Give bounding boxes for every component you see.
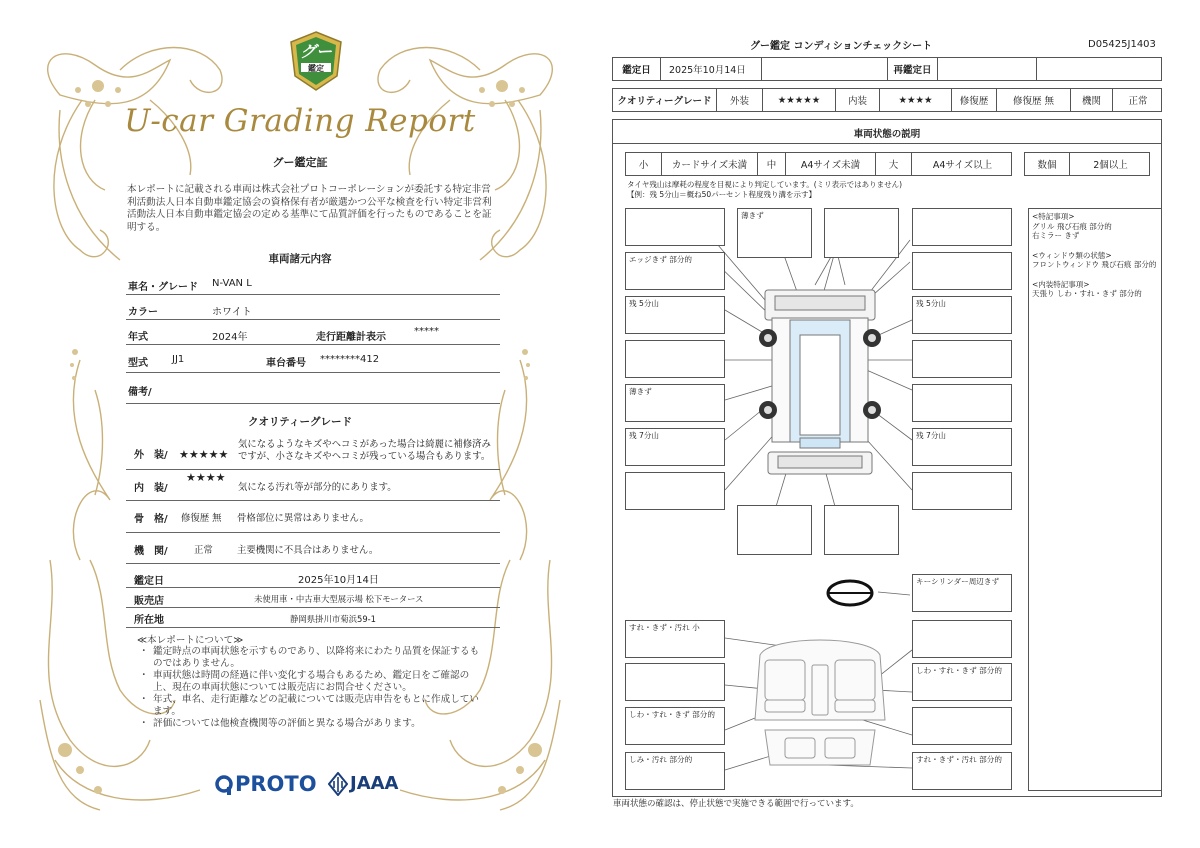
- grade-value-frame: 修復歴 無: [181, 513, 222, 524]
- damage-box-left-3: [625, 296, 725, 334]
- grade-label-exterior: 外 装/: [134, 450, 168, 461]
- spec-value-color: ホワイト: [212, 307, 252, 318]
- damage-text: 残 5分山: [629, 299, 660, 308]
- damage-text: 薄きず: [629, 387, 652, 396]
- info-value-shop: 未使用車・中古車大型展示場 松下モータース: [254, 594, 424, 604]
- feature-heading-interior: <内装特記事項>: [1032, 279, 1090, 289]
- damage-text: しわ・すれ・きず 部分的: [916, 666, 1002, 675]
- certificate-title: グー鑑定証: [272, 156, 328, 169]
- damage-box-right-1: [912, 208, 1012, 246]
- damage-text: すれ・きず・汚れ 部分的: [916, 755, 1002, 764]
- spec-label-model: 型式: [128, 358, 148, 369]
- date-value: 2025年10月14日: [661, 58, 762, 80]
- feature-line: グリル 飛び石痕 部分的: [1032, 221, 1112, 231]
- date-label: 鑑定日: [613, 58, 661, 80]
- grade-text-frame: 骨格部位に異常はありません。: [237, 513, 369, 524]
- feature-heading-special: <特記事項>: [1032, 212, 1075, 221]
- feature-line: フロントウィンドウ 飛び石痕 部分的: [1032, 260, 1157, 269]
- interior-box-right-2: [912, 663, 1012, 701]
- damage-box-bottom-center-left: [737, 505, 812, 555]
- grade-row-interior: [126, 471, 500, 501]
- legend-mid-desc: A4サイズ未満: [786, 153, 876, 175]
- info-row-shop: [126, 589, 500, 608]
- logo-sub: 鑑定: [308, 64, 324, 73]
- damage-text: 残 7分山: [629, 431, 660, 440]
- spec-row-name: [126, 271, 500, 295]
- grade-stars-exterior: ★★★★★: [179, 448, 229, 461]
- grade-label-interior: 内 装/: [134, 483, 168, 494]
- info-row-address: [126, 609, 500, 628]
- interior-box-left-1: [625, 620, 725, 658]
- tire-note-line-1: タイヤ残山は摩耗の程度を目視により判定しています。(ミリ表示ではありません): [627, 180, 903, 189]
- spec-value-year: 2024年: [212, 332, 248, 343]
- legend-count-desc: 2個以上: [1093, 160, 1128, 171]
- redate-label: 再鑑定日: [888, 58, 938, 80]
- spec-row-model: [126, 346, 500, 373]
- repair-value: 修復歴 無: [997, 89, 1071, 111]
- spec-label-mileage: 走行距離計表示: [316, 332, 386, 343]
- condition-check-sheet: [600, 0, 1200, 848]
- damage-box-left-4: [625, 340, 725, 378]
- legend-small-desc: カードサイズ未満: [662, 153, 758, 175]
- damage-text: 残 5分山: [916, 299, 947, 308]
- jaaa-logo-icon: [328, 772, 348, 796]
- sheet-footnote: 車両状態の確認は、停止状態で実施できる範囲で行っています。: [613, 799, 859, 809]
- spec-value-chassis: ********412: [320, 354, 380, 365]
- grade-text-engine: 主要機関に不具合はありません。: [237, 545, 379, 556]
- legend-count: 数個: [1025, 153, 1070, 175]
- engine-label: 機関: [1071, 89, 1113, 111]
- legend-large: 大: [876, 153, 912, 175]
- grade-label-frame: 骨 格/: [134, 514, 168, 525]
- state-title: 車両状態の説明: [853, 129, 921, 140]
- certificate-text: 本レポートに記載される車両は株式会社プロトコーポレーションが委託する特定非営利活動法人日本自動車鑑定協会の資格保有者が厳選かつ公平な検査を行い特定非営利活動法人日本自動車鑑定協会の定める基準にて品質評価を行ったものであることを証明する。: [127, 184, 492, 233]
- damage-box-bottom-center-right: [824, 505, 899, 555]
- damage-box-top-center-left: [737, 208, 812, 258]
- info-label-address: 所在地: [134, 615, 164, 626]
- spec-label-year: 年式: [128, 332, 148, 343]
- ext-label: 外装: [717, 89, 763, 111]
- specs-title: 車両諸元内容: [268, 253, 332, 265]
- damage-box-left-1: [625, 208, 725, 246]
- sheet-title: グー鑑定 コンディションチェックシート: [750, 41, 933, 52]
- legend-large-desc: A4サイズ以上: [932, 160, 993, 171]
- damage-text: エッジきず 部分的: [629, 255, 693, 264]
- proto-logo-icon: [214, 774, 234, 796]
- info-value-address: 静岡県掛川市菊浜59-1: [290, 614, 377, 624]
- grade-label: クオリティーグレード: [613, 89, 717, 111]
- grade-stars-interior: ★★★★: [186, 471, 226, 484]
- grade-title: クオリティーグレード: [248, 416, 352, 428]
- damage-box-right-2: [912, 252, 1012, 290]
- spec-label-color: カラー: [128, 307, 158, 318]
- damage-text: キーシリンダー周辺きず: [916, 577, 1000, 586]
- spec-value-name: N-VAN L: [212, 278, 252, 289]
- sheet-id: D05425J1403: [1088, 39, 1156, 50]
- feature-line: 天張り しわ・すれ・きず 部分的: [1032, 289, 1142, 298]
- legend-mid: 中: [758, 153, 786, 175]
- engine-value: 正常: [1128, 96, 1148, 107]
- interior-box-left-4: [625, 752, 725, 790]
- damage-box-right-6: [912, 428, 1012, 466]
- damage-box-right-4: [912, 340, 1012, 378]
- key-cylinder-box: [912, 574, 1012, 612]
- info-label-date: 鑑定日: [134, 576, 164, 587]
- goo-kantei-logo: [287, 30, 345, 92]
- damage-box-right-7: [912, 472, 1012, 510]
- spec-row-remarks: [126, 374, 500, 404]
- proto-logo-text: PROTO: [235, 772, 317, 796]
- damage-text: しみ・汚れ 部分的: [629, 755, 693, 764]
- info-label-shop: 販売店: [134, 596, 164, 607]
- info-value-date: 2025年10月14日: [298, 575, 379, 586]
- legend-small: 小: [626, 153, 662, 175]
- damage-box-left-5: [625, 384, 725, 422]
- grade-row-engine: [126, 534, 500, 564]
- feature-heading-window: <ウィンドウ類の状態>: [1032, 250, 1112, 260]
- feature-line: 右ミラー きず: [1032, 231, 1080, 240]
- spec-label-name: 車名・グレード: [128, 282, 198, 293]
- jaaa-logo-text: JAAA: [350, 773, 399, 794]
- tire-note-line-2: 【例：残 5分山＝概ね50パーセント程度残り溝を示す】: [627, 189, 817, 199]
- note-item: ・ 評価については他検査機関等の評価と異なる場合があります。: [142, 718, 487, 730]
- grade-text-interior: 気になる汚れ等が部分的にあります。: [238, 482, 397, 493]
- damage-box-left-6: [625, 428, 725, 466]
- notes-list: [142, 646, 487, 730]
- ext-stars: ★★★★★: [763, 89, 836, 111]
- interior-box-right-4: [912, 752, 1012, 790]
- note-item: ・ 年式、車名、走行距離などの記載については販売店申告をもとに作成しています。: [142, 694, 487, 718]
- damage-text: 残 7分山: [916, 431, 947, 440]
- interior-box-right-3: [912, 707, 1012, 745]
- note-item: ・ 鑑定時点の車両状態を示すものであり、以降将来にわたり品質を保証するものではありません。: [142, 646, 487, 670]
- damage-box-left-2: [625, 252, 725, 290]
- notes-title: ≪本レポートについて≫: [137, 635, 244, 646]
- info-row-date: [126, 567, 500, 588]
- grade-row-frame: [126, 502, 500, 533]
- damage-text: しわ・すれ・きず 部分的: [629, 710, 715, 719]
- damage-box-top-center-right: [824, 208, 899, 258]
- damage-text: 薄きず: [741, 211, 764, 220]
- spec-row-color: [126, 296, 500, 320]
- interior-box-left-3: [625, 707, 725, 745]
- int-label: 内装: [836, 89, 880, 111]
- report-title: U-car Grading Report: [124, 103, 476, 139]
- spec-value-model: JJ1: [172, 354, 185, 365]
- interior-box-right-1: [912, 620, 1012, 658]
- note-item: ・ 車両状態は時間の経過に伴い変化する場合もあるため、鑑定日をご確認の上、現在の車両状態については販売店にお問合せください。: [142, 670, 487, 694]
- grade-value-engine: 正常: [194, 545, 213, 556]
- grade-row-exterior: [126, 433, 500, 470]
- int-stars: ★★★★: [880, 89, 952, 111]
- damage-text: すれ・きず・汚れ 小: [629, 623, 700, 632]
- special-notes-panel: [1028, 208, 1162, 791]
- logo-text: グー: [299, 42, 332, 61]
- grade-text-exterior: 気になるようなキズやヘコミがあった場合は綺麗に補修済みですが、小さなキズやヘコミが残っている場合もあります。: [238, 439, 491, 462]
- repair-label: 修復歴: [952, 89, 997, 111]
- damage-box-left-7: [625, 472, 725, 510]
- grade-label-engine: 機 関/: [134, 546, 168, 557]
- damage-box-right-3: [912, 296, 1012, 334]
- damage-box-right-5: [912, 384, 1012, 422]
- spec-row-year: [126, 321, 500, 345]
- interior-box-left-2: [625, 663, 725, 701]
- spec-label-chassis: 車台番号: [266, 358, 306, 369]
- spec-label-remarks: 備考/: [128, 387, 152, 398]
- spec-value-mileage: *****: [414, 326, 439, 337]
